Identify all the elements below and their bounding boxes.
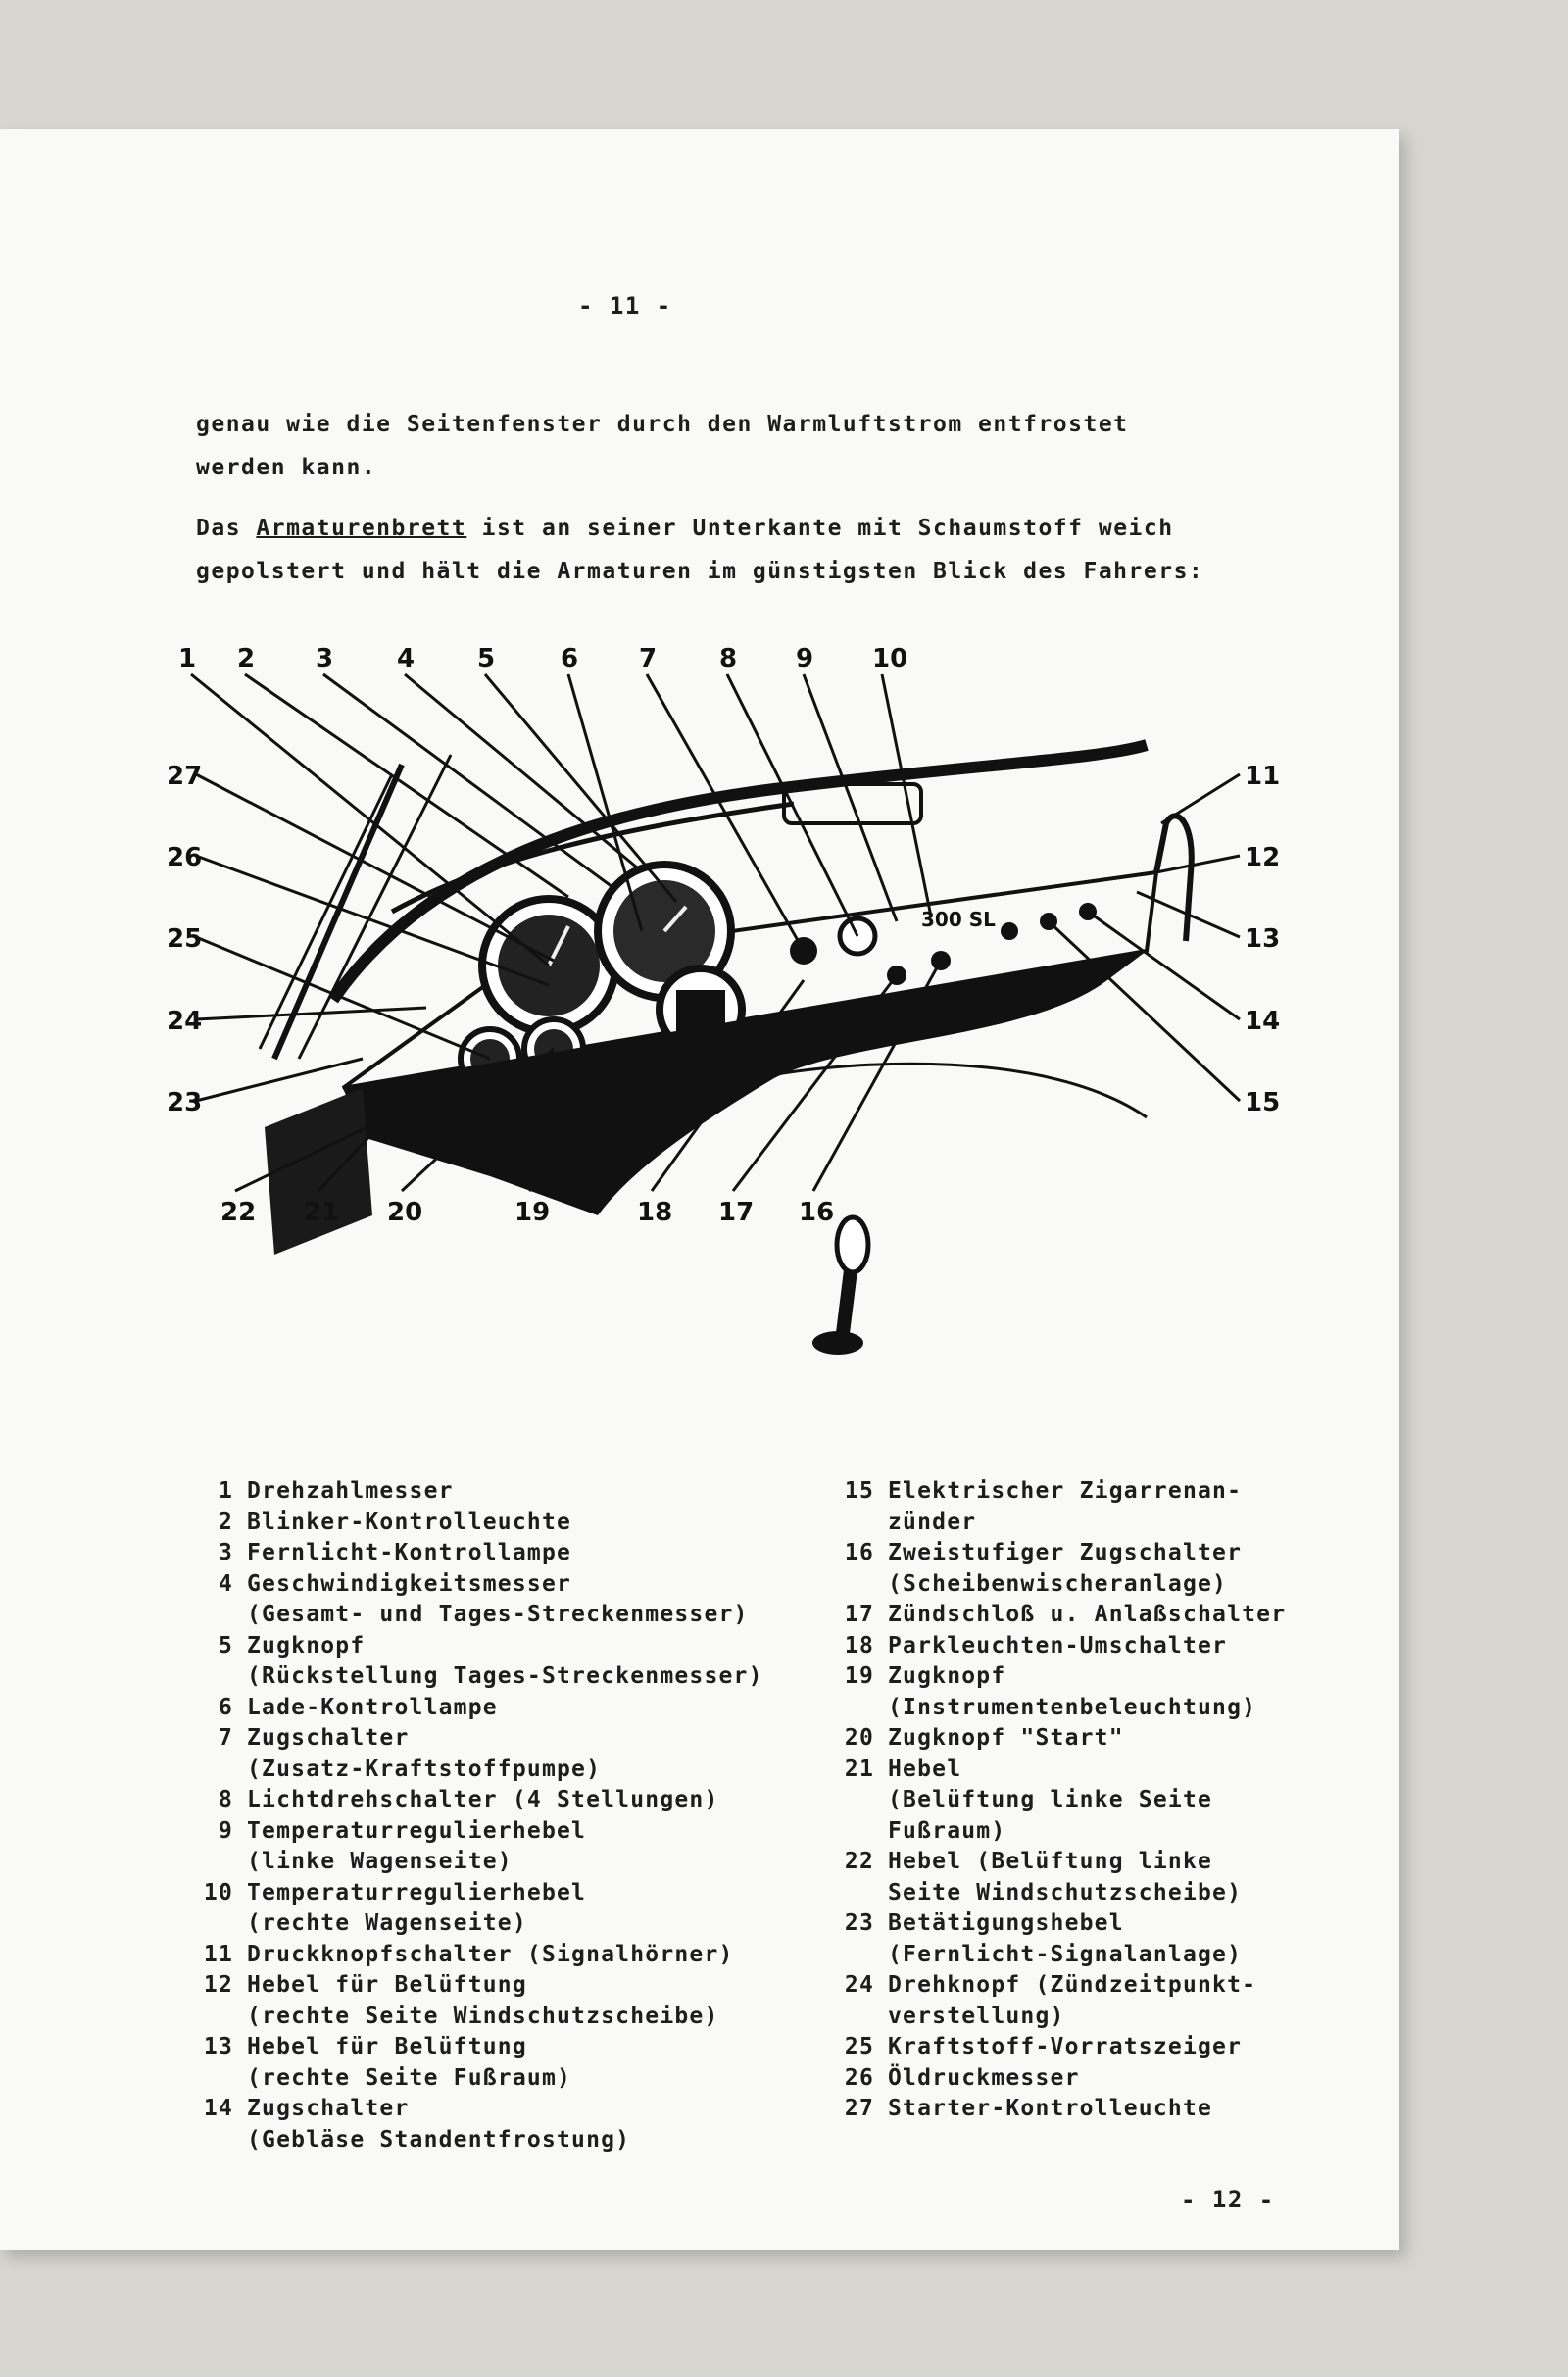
legend-entry-text: Zugschalter — [247, 2096, 410, 2121]
legend-entry-text: Fernlicht-Kontrollampe — [247, 1540, 572, 1565]
page-number-top: - 11 - — [578, 292, 672, 320]
legend-entry-text: Drehknopf (Zündzeitpunkt- — [888, 1972, 1257, 1998]
legend-entry-text: Zündschloß u. Anlaßschalter — [888, 1602, 1287, 1627]
legend-entry-line — [817, 1693, 1327, 1724]
callout-24: 24 — [167, 1007, 203, 1036]
legend-entry-line — [176, 1693, 804, 1724]
legend-entry-number — [176, 1847, 247, 1878]
legend-entry-text: Geschwindigkeitsmesser — [247, 1570, 572, 1597]
legend-entry-line — [176, 1940, 804, 1971]
legend-entry-line — [176, 2125, 804, 2156]
legend-entry-text: (rechte Seite Fußraum) — [247, 2064, 572, 2091]
legend-entry-line — [176, 1631, 804, 1662]
callout-21: 21 — [304, 1198, 340, 1227]
legend-entry-text: Hebel für Belüftung — [247, 2034, 527, 2059]
legend-entry-text: Zugknopf — [888, 1663, 1006, 1689]
legend-entry-text: Kraftstoff-Vorratszeiger — [888, 2034, 1243, 2059]
legend-entry-number — [176, 1661, 247, 1693]
callout-13: 13 — [1245, 924, 1281, 954]
armaturenbrett-term: Armaturenbrett — [256, 516, 467, 541]
callout-23: 23 — [167, 1088, 203, 1117]
legend-entry-text: Hebel für Belüftung — [247, 1972, 527, 1998]
legend-entry-number: 17 — [844, 1602, 874, 1627]
legend-entry-number — [817, 1940, 888, 1971]
legend-entry-line — [817, 1816, 1327, 1848]
legend-entry-text: Zugknopf "Start" — [888, 1725, 1124, 1751]
legend-entry-text: Druckknopfschalter (Signalhörner) — [247, 1941, 734, 1967]
legend-entry-number — [176, 1755, 247, 1786]
paragraph-2-line-2: gepolstert und hält die Armaturen im günstigsten Blick des Fahrers: — [196, 559, 1204, 584]
callout-4: 4 — [397, 644, 416, 673]
legend-entry-line — [176, 1755, 804, 1786]
legend-entry-line — [176, 1785, 804, 1816]
legend-entry-text: Lade-Kontrollampe — [247, 1694, 498, 1720]
callout-26: 26 — [167, 843, 203, 872]
legend-entry-line — [817, 1970, 1327, 2002]
legend-entry-line — [817, 2094, 1327, 2125]
callout-6: 6 — [561, 644, 579, 673]
legend-entry-number: 21 — [844, 1756, 874, 1782]
legend-entry-number: 4 — [218, 1570, 233, 1597]
legend-entry-number — [176, 2063, 247, 2095]
callout-8: 8 — [719, 644, 738, 673]
legend-entry-number: 1 — [218, 1478, 233, 1504]
legend-entry-number — [817, 1569, 888, 1601]
callout-3: 3 — [316, 644, 334, 673]
callout-5: 5 — [477, 644, 496, 673]
callout-15: 15 — [1245, 1088, 1281, 1117]
legend-entry-text: Blinker-Kontrolleuchte — [247, 1509, 572, 1535]
paragraph-2-text-a: Das — [196, 516, 257, 541]
legend-entry-text: Drehzahlmesser — [247, 1478, 454, 1504]
legend-entry-text: (rechte Seite Windschutzscheibe) — [247, 2003, 719, 2029]
legend-entry-number — [817, 1508, 888, 1539]
legend-entry-text: Parkleuchten-Umschalter — [888, 1632, 1228, 1659]
legend-entry-number: 3 — [218, 1540, 233, 1565]
dash-badge: 300 SL — [921, 908, 996, 931]
legend-entry-number: 24 — [844, 1972, 874, 1998]
legend-entry-text: Öldruckmesser — [888, 2064, 1080, 2091]
legend-entry-text: (Rückstellung Tages-Streckenmesser) — [247, 1663, 763, 1689]
legend-entry-text: (rechte Wagenseite) — [247, 1910, 527, 1936]
legend-entry-text: (linke Wagenseite) — [247, 1849, 513, 1874]
legend-entry-text: zünder — [888, 1509, 977, 1535]
legend-entry-line — [176, 1569, 804, 1601]
legend-entry-line — [176, 1878, 804, 1909]
legend-entry-line — [176, 1538, 804, 1569]
legend-entry-number — [817, 1693, 888, 1724]
legend-entry-number — [817, 1878, 888, 1909]
legend-entry-line — [817, 1631, 1327, 1662]
legend-entry-line — [176, 1723, 804, 1755]
legend-entry-line — [176, 1600, 804, 1631]
legend-entry-number — [817, 2002, 888, 2033]
legend-entry-number: 7 — [218, 1725, 233, 1751]
dashboard-diagram — [167, 627, 1323, 1411]
legend-entry-text: Zugknopf — [247, 1632, 366, 1659]
legend-entry-number: 15 — [844, 1478, 874, 1504]
legend-entry-text: Zugschalter — [247, 1725, 410, 1751]
callout-2: 2 — [237, 644, 256, 673]
legend-entry-number: 26 — [844, 2064, 874, 2091]
legend-entry-line — [176, 1661, 804, 1693]
callout-25: 25 — [167, 924, 203, 954]
legend-entry-number: 11 — [203, 1941, 233, 1967]
callout-14: 14 — [1245, 1007, 1281, 1036]
legend-entry-number: 19 — [844, 1663, 874, 1689]
legend-entry-text: Hebel — [888, 1756, 962, 1782]
legend-entry-line — [817, 1940, 1327, 1971]
legend-entry-line — [176, 1816, 804, 1848]
legend-entry-text: Elektrischer Zigarrenan- — [888, 1478, 1243, 1504]
legend-entry-line — [176, 1508, 804, 1539]
legend-right-column — [817, 1476, 1327, 2125]
legend-entry-number: 12 — [203, 1972, 233, 1998]
legend-entry-text: Hebel (Belüftung linke — [888, 1849, 1213, 1874]
callout-18: 18 — [637, 1198, 673, 1227]
callout-27: 27 — [167, 762, 203, 791]
legend-entry-text: (Scheibenwischeranlage) — [888, 1570, 1228, 1597]
legend-entry-number: 27 — [844, 2096, 874, 2121]
legend-entry-text: verstellung) — [888, 2003, 1065, 2029]
legend-entry-line — [176, 1908, 804, 1940]
legend-entry-number: 8 — [218, 1787, 233, 1812]
paragraph-2-text-b: ist an seiner Unterkante mit Schaumstoff weich — [466, 516, 1174, 541]
legend-entry-line — [176, 2002, 804, 2033]
legend-entry-text: Temperaturregulierhebel — [247, 1879, 587, 1906]
legend-entry-line — [817, 1847, 1327, 1878]
legend-entry-number: 5 — [218, 1632, 233, 1659]
callout-19: 19 — [514, 1198, 551, 1227]
legend-entry-line — [176, 2063, 804, 2095]
legend-entry-line — [817, 2032, 1327, 2063]
legend-entry-number: 18 — [844, 1632, 874, 1659]
legend-entry-line — [817, 1569, 1327, 1601]
legend-entry-line — [817, 2002, 1327, 2033]
page-number-bottom: - 12 - — [1181, 2186, 1275, 2213]
legend-entry-number: 22 — [844, 1849, 874, 1874]
callout-9: 9 — [796, 644, 814, 673]
legend-entry-text: Betätigungshebel — [888, 1910, 1124, 1936]
legend-entry-line — [817, 1508, 1327, 1539]
legend-entry-text: Starter-Kontrolleuchte — [888, 2096, 1213, 2121]
callout-10: 10 — [872, 644, 908, 673]
legend-entry-number — [176, 2002, 247, 2033]
callout-7: 7 — [639, 644, 658, 673]
legend-entry-number — [176, 1908, 247, 1940]
legend-entry-text: (Instrumentenbeleuchtung) — [888, 1694, 1257, 1720]
legend-left-column — [176, 1476, 804, 2155]
callout-20: 20 — [387, 1198, 423, 1227]
legend-entry-text: (Fernlicht-Signalanlage) — [888, 1941, 1243, 1967]
legend-entry-line — [817, 1538, 1327, 1569]
legend-entry-number: 2 — [218, 1509, 233, 1535]
legend-entry-number — [176, 2125, 247, 2156]
legend-entry-text: (Gebläse Standentfrostung) — [247, 2126, 631, 2153]
legend-entry-text: Zweistufiger Zugschalter — [888, 1540, 1243, 1565]
legend-entry-number: 10 — [203, 1879, 233, 1906]
legend-entry-number — [176, 1600, 247, 1631]
callout-11: 11 — [1245, 762, 1281, 791]
legend-entry-text: Fußraum) — [888, 1817, 1006, 1844]
legend-entry-text: Temperaturregulierhebel — [247, 1817, 587, 1844]
legend-entry-line — [817, 1723, 1327, 1755]
legend-entry-number: 14 — [203, 2096, 233, 2121]
legend-entry-text: (Zusatz-Kraftstoffpumpe) — [247, 1756, 602, 1782]
legend-entry-number: 16 — [844, 1540, 874, 1565]
legend-entry-number: 9 — [218, 1817, 233, 1844]
callout-22: 22 — [220, 1198, 257, 1227]
legend-entry-number — [817, 1785, 888, 1816]
paragraph-2-line-1 — [196, 516, 1174, 541]
legend-entry-line — [817, 1878, 1327, 1909]
legend-entry-line — [176, 2032, 804, 2063]
callout-1: 1 — [178, 644, 197, 673]
legend-entry-line — [817, 1785, 1327, 1816]
legend-entry-number: 23 — [844, 1910, 874, 1936]
legend-entry-text: (Gesamt- und Tages-Streckenmesser) — [247, 1602, 749, 1627]
legend-entry-line — [817, 1476, 1327, 1508]
legend-entry-text: (Belüftung linke Seite — [888, 1787, 1213, 1812]
legend-entry-line — [817, 1600, 1327, 1631]
paragraph-1-line-2: werden kann. — [196, 455, 377, 480]
legend-entry-number: 6 — [218, 1694, 233, 1720]
legend-entry-line — [817, 1908, 1327, 1940]
legend-entry-line — [817, 2063, 1327, 2095]
paragraph-1-line-1: genau wie die Seitenfenster durch den Warmluftstrom entfrostet — [196, 412, 1129, 437]
legend-entry-line — [176, 2094, 804, 2125]
dashboard-illustration — [260, 745, 1192, 1355]
legend-entry-line — [176, 1476, 804, 1508]
legend-entry-number: 25 — [844, 2034, 874, 2059]
legend-entry-text: Lichtdrehschalter (4 Stellungen) — [247, 1787, 719, 1812]
callout-12: 12 — [1245, 843, 1281, 872]
callout-17: 17 — [718, 1198, 755, 1227]
legend-entry-number — [817, 1816, 888, 1848]
legend-entry-line — [176, 1970, 804, 2002]
legend-entry-number: 13 — [203, 2034, 233, 2059]
legend-entry-text: Seite Windschutzscheibe) — [888, 1879, 1243, 1906]
callout-16: 16 — [799, 1198, 835, 1227]
legend-entry-number: 20 — [844, 1725, 874, 1751]
legend-entry-line — [817, 1661, 1327, 1693]
legend-entry-line — [176, 1847, 804, 1878]
legend-entry-line — [817, 1755, 1327, 1786]
